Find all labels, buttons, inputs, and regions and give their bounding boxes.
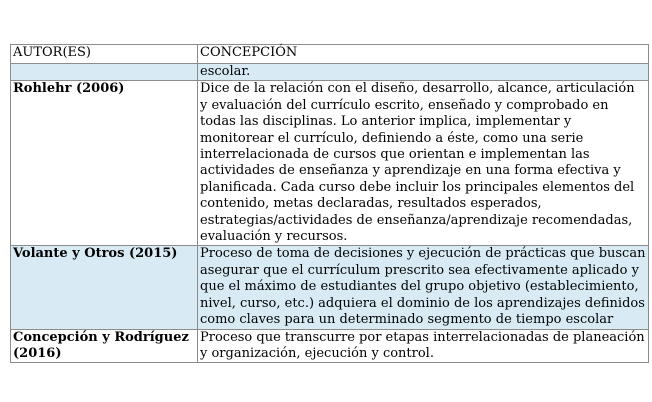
header-author: AUTOR(ES) <box>11 45 198 64</box>
table-row <box>11 329 649 363</box>
table-row <box>11 64 649 81</box>
author-cell: Rohlehr (2006) <box>11 81 198 246</box>
concept-cell: Dice de la relación con el diseño, desarrollo, alcance, articulación y evaluación del currículo escrito, enseñado y comprobado en todas las disciplinas. Lo anterior implica, implementar y monitorear el currículo, definiendo a éste, como una serie interrelacionada de cursos que orientan e implementan las actividades de enseñanza y aprendizaje en una forma efectiva y planificada. Cada curso debe incluir los principales elementos del contenido, metas declaradas, resultados esperados, estrategias/actividades de enseñanza/aprendizaje recomendadas, evaluación y recursos. <box>198 81 649 246</box>
table-row <box>11 81 649 246</box>
author-cell: Volante y Otros (2015) <box>11 246 198 329</box>
table-header-row <box>11 45 649 64</box>
header-concept: CONCEPCIÓN <box>198 45 649 64</box>
author-cell <box>11 64 198 81</box>
curriculum-management-table <box>10 44 649 363</box>
concept-cell: Proceso que transcurre por etapas interrelacionadas de planeación y organización, ejecución y control. <box>198 329 649 363</box>
document-table-container <box>10 44 648 363</box>
table-row <box>11 246 649 329</box>
concept-cell: escolar. <box>198 64 649 81</box>
author-cell: Concepción y Rodríguez (2016) <box>11 329 198 363</box>
concept-cell: Proceso de toma de decisiones y ejecución de prácticas que buscan asegurar que el currículum prescrito sea efectivamente aplicado y que el máximo de estudiantes del grupo objetivo (establecimiento, nivel, curso, etc.) adquiera el dominio de los aprendizajes definidos como claves para un determinado segmento de tiempo escolar <box>198 246 649 329</box>
